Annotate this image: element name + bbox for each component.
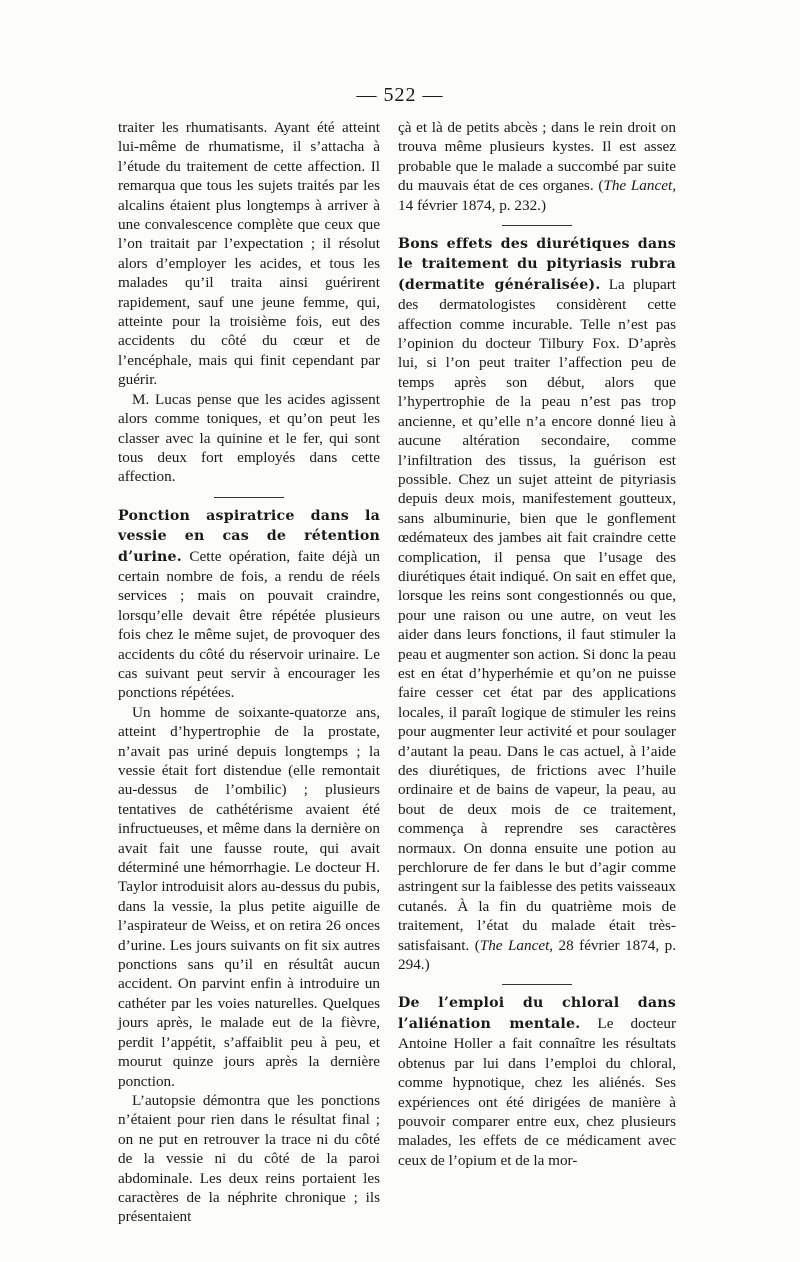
article-text: Cette opération, faite déjà un certain nombre de fois, a rendu de réels services ; mais on pouvait craindre, lorsqu’elle devait être répétée plusieurs fois chez le même sujet, de provoquer des accidents du côté du réservoir urinaire. Le cas suivant peut servir à encourager les ponctions répétées. (118, 547, 380, 702)
section-divider (502, 984, 572, 985)
article-chloral (398, 984, 676, 1170)
article-heading: De l’emploi du chloral dans l’aliénation mentale. (398, 995, 676, 1032)
article-heading: Ponction aspiratrice dans la vessie en cas de rétention d’urine. (118, 507, 380, 565)
citation-source: The Lancet, (603, 177, 676, 195)
article-text: Le docteur Antoine Holler a fait connaître les résultats obtenus par lui dans l’emploi du chloral, comme hypnotique, chez les aliénés. Ses expériences ont été dirigées de manière à pouvoir comparer entre eux, chez plusieurs malades, les effets de ce médicament avec ceux de l’opium et de la mor- (398, 1014, 677, 1169)
citation-date: 14 février 1874, p. 232.) (398, 196, 547, 214)
article-text: La plupart des dermatologistes considèrent cette affection comme incurable. Telle n’est pas l’opinion du docteur Tilbury Fox. D’après lui, si l’on peut traiter l’affection peu de temps après son début, alors que l’hypertrophie de la peau n’est pas trop ancienne, et qu’elle n’a encore donné lieu à aucune altération secondaire, comme l’infiltration des tissus, la guérison est possible. Chez un sujet atteint de pityriasis depuis deux mois, manifestement goutteux, sans albuminurie, bien que le gonflement œdémateux des jambes ait fait craindre cette complication, il pensa que l’usage des diurétiques était indiqué. On sait en effet que, lorsque les reins sont congestionnés ou que, pour une raison ou une autre, on veut les aider dans leurs fonctions, il faut stimuler la peau et augmenter son action. Si donc la peau est en état d’hyperhémie et qu’on ne puisse faire cesser cet état par des applications locales, il paraît logique de stimuler les reins pour augmenter leur activité et pour soulager d’autant la peau. Dans le cas actuel, à l’aide des diurétiques, de frictions avec l’huile ordinaire et de bains de vapeur, la peau, au bout de deux mois de ce traitement, commença à reprendre ses caractères normaux. On donna ensuite une potion au perchlorure de fer dans le but d’agir comme astringent sur la faiblesse des petits vaisseaux cutanés. À la fin du quatrième mois de traitement, l’état du malade était très-satisfaisant. ( (398, 275, 677, 954)
paragraph: Un homme de soixante-quatorze ans, atteint d’hypertrophie de la prostate, n’avait pas uriné depuis longtemps ; la vessie était fort distendue (elle remontait au-dessus de l’ombilic) ; plusieurs tentatives de cathétérisme avaient été infructueuses, et même dans la dernière on avait fait une fausse route, qui avait déterminé une hémorrhagie. Le docteur H. Taylor introduisit alors au-dessus du pubis, dans la vessie, la plus petite aiguille de l’aspirateur de Weiss, et on retira 26 onces d’urine. Les jours suivants on fit six autres ponctions sans qu’il en résultât aucun accident. On parvint enfin à introduire un cathéter par les voies naturelles. Quelques jours après, le malade eut de la fièvre, perdit l’appétit, s’affaiblit peu à peu, et mourut quinze jours après la dernière ponction. (118, 703, 380, 1090)
paragraph: M. Lucas pense que les acides agissent alors comme toniques, et qu’on peut les classer avec la quinine et le fer, qui sont tous deux fort employés dans cette affection. (118, 390, 380, 486)
article-lead-paragraph (398, 993, 676, 1170)
paragraph: L’autopsie démontra que les ponctions n’étaient pour rien dans le résultat final ; on ne put en retrouver la trace ni du côté de la vessie ni du côté de la paroi abdominale. Les deux reins portaient les caractères de la néphrite chronique ; ils présentaient (118, 1091, 380, 1226)
left-column (118, 118, 380, 1227)
page-number: — 522 — (356, 84, 444, 106)
article-lead-paragraph (398, 234, 676, 974)
paragraph-text: çà et là de petits abcès ; dans le rein droit on trouva même plusieurs kystes. Il est assez probable que le malade a succombé par suite du mauvais état de ces organes. ( (398, 119, 676, 195)
citation-source: The Lancet, (479, 936, 554, 954)
paragraph: traiter les rhumatisants. Ayant été atteint lui-même de rhumatisme, il s’attacha à l’étude du traitement de cette affection. Il remarqua que tous les sujets traités par les alcalins étaient plus longtemps à arriver à une convalescence complète que ceux que l’on traitait par l’expectation ; il résolut alors d’employer les acides, et tous les malades qu’il traita ainsi guérirent rapidement, sauf une jeune femme, qui, atteinte pour la troisième fois, eut des accidents du côté du cœur et de l’encéphale, mais qui finit cependant par guérir. (118, 119, 380, 389)
citation-date: 28 février 1874, p. 294.) (398, 936, 677, 974)
section-divider (214, 497, 284, 498)
right-column (398, 118, 676, 1170)
paragraph (398, 118, 676, 215)
article-ponction (118, 497, 380, 1227)
article-diuretiques (398, 225, 676, 974)
article-heading: Bons effets des diurétiques dans le traitement du pityriasis rubra (dermatite généralisée). (398, 236, 676, 293)
section-divider (502, 225, 572, 226)
article-lead-paragraph (118, 506, 380, 703)
